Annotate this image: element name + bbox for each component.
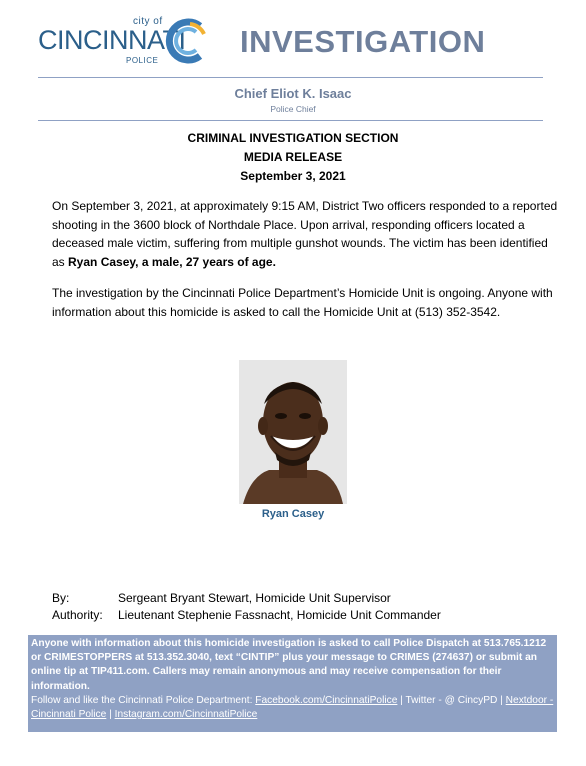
body-paragraph-2: The investigation by the Cincinnati Police Department’s Homicide Unit is ongoing. Anyone with information about this homicide is asked to call the Homicide Unit at (513) 352-3542. — [52, 286, 553, 319]
nextdoor-link[interactable]: Nextdoor - Cincinnati Police — [31, 694, 554, 721]
release-type: MEDIA RELEASE — [243, 150, 343, 164]
victim-photo — [239, 360, 347, 504]
body-paragraph-1 — [52, 197, 562, 271]
separator-1: | Twitter - @ CincyPD | — [397, 694, 506, 706]
instagram-link[interactable]: Instagram.com/CincinnatiPolice — [114, 709, 258, 721]
section-heading: CRIMINAL INVESTIGATION SECTION — [187, 131, 399, 145]
follow-text: Follow and like the Cincinnati Police Department: — [31, 694, 256, 706]
by-label: By: — [52, 591, 70, 605]
body-p1-text: On September 3, 2021, at approximately 9:15 AM, District Two officers responded to a reported shooting in the 3600 block of Northdale Place. Upon arrival, responding officers located a deceased male victim, suffering from multiple gunshot wounds. The victim has been identified as — [52, 199, 558, 269]
photo-caption: Ryan Casey — [261, 508, 325, 520]
logo-sub-text: POLICE — [126, 56, 159, 65]
victim-identity: Ryan Casey, a male, 27 years of age. — [68, 254, 276, 269]
chief-divider — [38, 120, 543, 121]
chief-name: Chief Eliot K. Isaac — [234, 86, 352, 101]
tip-footer — [28, 635, 557, 732]
logo-name-text: CINCINNATI — [38, 25, 186, 55]
release-date: September 3, 2021 — [240, 169, 346, 183]
chief-title: Police Chief — [270, 104, 316, 114]
separator-2: | — [106, 709, 115, 721]
tip-text: Anyone with information about this homicide investigation is asked to call Police Dispatch at 513.765.1212 or CRIMESTOPPERS at 513.352.3040, text “CINTIP” plus your message to CRIMES (274637) or submit an online tip at TIP411.com. Callers may remain anonymous and may receive compensation for their information. — [31, 638, 547, 692]
by-value: Sergeant Bryant Stewart, Homicide Unit Supervisor — [118, 591, 391, 605]
logo-city-text: city of — [133, 16, 163, 27]
facebook-link[interactable]: Facebook.com/CincinnatiPolice — [255, 694, 398, 706]
cincinnati-police-logo — [38, 16, 218, 68]
logo-c-icon — [164, 18, 208, 64]
authority-label: Authority: — [52, 608, 103, 622]
social-links — [31, 694, 554, 722]
header-divider — [38, 77, 543, 78]
authority-value: Lieutenant Stephenie Fassnacht, Homicide Unit Commander — [118, 608, 441, 622]
page-title: INVESTIGATION — [240, 24, 486, 59]
